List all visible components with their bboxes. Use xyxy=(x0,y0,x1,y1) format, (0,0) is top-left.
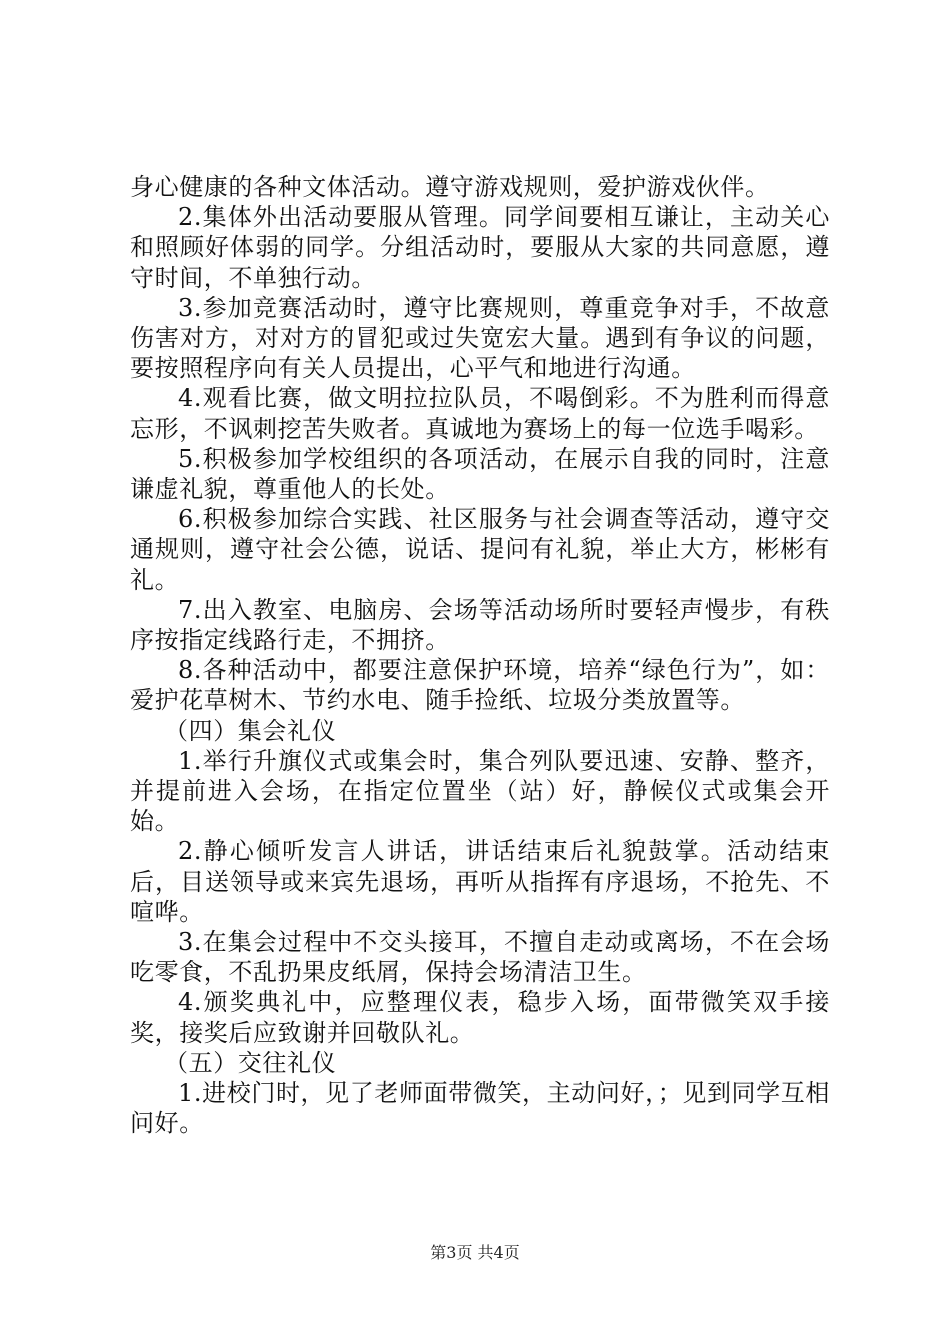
paragraph: 1.举行升旗仪式或集会时，集合列队要迅速、安静、整齐，并提前进入会场，在指定位置坐（站）好，静候仪式或集会开始。 xyxy=(130,746,830,836)
paragraph: 7.出入教室、电脑房、会场等活动场所时要轻声慢步，有秩序按指定线路行走，不拥挤。 xyxy=(130,595,830,655)
paragraph: 3.在集会过程中不交头接耳，不擅自走动或离场，不在会场吃零食，不乱扔果皮纸屑，保持会场清洁卫生。 xyxy=(130,928,830,987)
paragraph: 2.静心倾听发言人讲话，讲话结束后礼貌鼓掌。活动结束后，目送领导或来宾先退场，再听从指挥有序退场，不抢先、不喧哗。 xyxy=(130,837,830,926)
paragraph: 4.观看比赛，做文明拉拉队员，不喝倒彩。不为胜利而得意忘形，不讽刺挖苦失败者。真诚地为赛场上的每一位选手喝彩。 xyxy=(130,384,830,443)
section-heading: （四）集会礼仪 xyxy=(164,716,337,745)
paragraph: 1.进校门时，见了老师面带微笑，主动问好，；见到同学互相问好。 xyxy=(130,1079,830,1138)
paragraph: 2.集体外出活动要服从管理。同学间要相互谦让，主动关心和照顾好体弱的同学。分组活动时，要服从大家的共同意愿，遵守时间，不单独行动。 xyxy=(130,203,830,292)
paragraph: 3.参加竞赛活动时，遵守比赛规则，尊重竞争对手，不故意伤害对方，对对方的冒犯或过失宽宏大量。遇到有争议的问题，要按照程序向有关人员提出，心平气和地进行沟通。 xyxy=(130,293,830,383)
paragraph: 6.积极参加综合实践、社区服务与社会调查等活动，遵守交通规则，遵守社会公德，说话、提问有礼貌，举止大方，彬彬有礼。 xyxy=(130,505,830,594)
paragraph: 5.积极参加学校组织的各项活动，在展示自我的同时，注意谦虚礼貌，尊重他人的长处。 xyxy=(130,444,830,504)
paragraph: 8.各种活动中，都要注意保护环境，培养“绿色行为”，如：爱护花草树木、节约水电、随手捡纸、垃圾分类放置等。 xyxy=(130,656,830,715)
document-body xyxy=(130,172,830,1139)
page-footer: 第3页 共4页 xyxy=(430,1243,520,1262)
section-heading: （五）交往礼仪 xyxy=(164,1048,337,1077)
paragraph: 4.颁奖典礼中，应整理仪表，稳步入场，面带微笑双手接奖，接奖后应致谢并回敬队礼。 xyxy=(130,988,830,1047)
paragraph: 身心健康的各种文体活动。遵守游戏规则，爱护游戏伙伴。 xyxy=(130,173,770,201)
